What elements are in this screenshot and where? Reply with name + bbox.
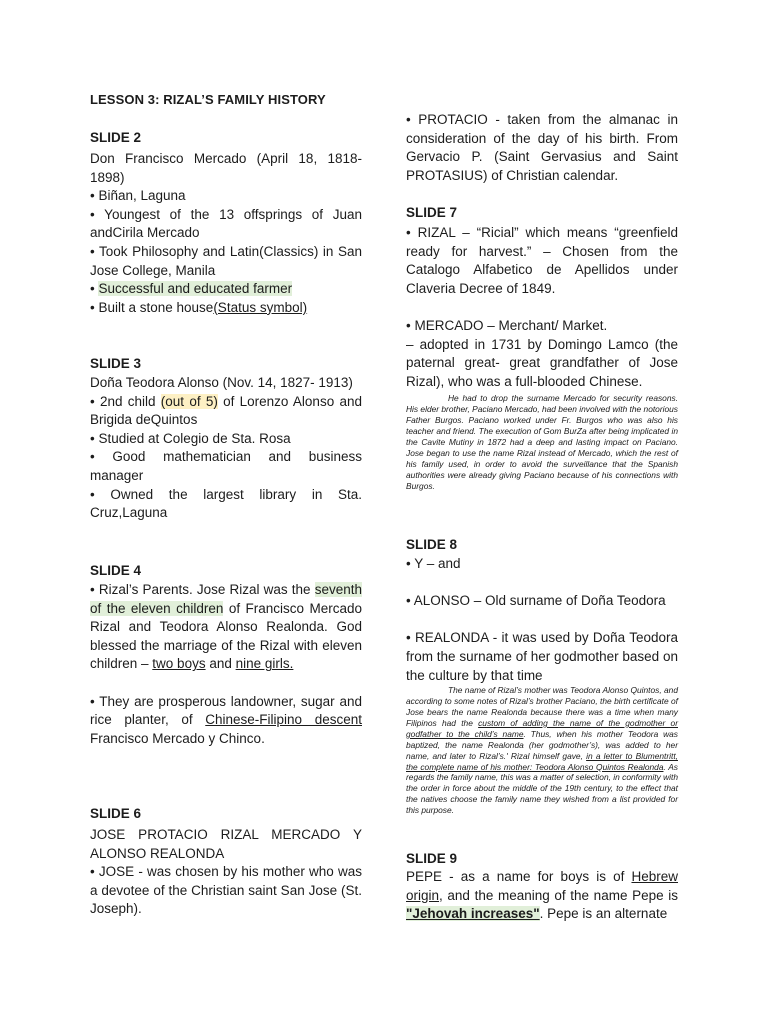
slide-2-bullet <box>90 280 362 299</box>
slide-2-bullet: • Biñan, Laguna <box>90 188 186 204</box>
slide-3-bullet <box>90 393 362 430</box>
underlined-text: Hebrew origin <box>406 869 678 903</box>
slide-8-heading: SLIDE 8 <box>406 537 458 552</box>
slide-2-line: Don Francisco Mercado (April 18, 1818-1898) <box>90 151 362 185</box>
slide-2-bullet: • Youngest of the 13 offsprings of Juan andCirila Mercado <box>90 206 362 241</box>
bullet-text: of Lorenzo Alonso and Brigida deQuintos <box>90 393 362 428</box>
slide-7-content <box>406 224 678 492</box>
bullet-text: • 2nd child <box>90 393 161 409</box>
bullet-text: • Built a stone house <box>90 299 214 315</box>
slide-6-heading: SLIDE 6 <box>90 806 142 821</box>
slide-8-content <box>406 555 678 816</box>
note-text: The name of Rizal’s mother was Teodora Alonso Quintos, and according to some notes of Rizal’s brother Paciano, the birth certificate of Jose bears the name Realonda because there was a time when many Filipinos had the <box>406 685 678 728</box>
bullet-prefix: • <box>90 281 99 297</box>
paragraph-text: , and the meaning of the name Pepe is <box>439 887 678 903</box>
yellow-highlight: (out of 5) <box>160 393 218 409</box>
mercado-bullet: • MERCADO – Merchant/ Market. <box>406 317 608 333</box>
slide-7-heading: SLIDE 7 <box>406 205 458 220</box>
paragraph-text: Francisco Mercado y Chinco. <box>90 730 265 746</box>
slide-6-bullet: • JOSE - was chosen by his mother who was a devotee of the Christian saint San Jose (St. Joseph). <box>90 864 362 917</box>
paragraph-text: of Francisco Mercado Rizal and Teodora Alonso Realonda. God blessed the marriage of the Rizal with eleven children – <box>90 600 362 672</box>
green-highlight: Successful and educated farmer <box>98 281 293 297</box>
slide-3-bullet: • Good mathematician and business manager <box>90 449 362 483</box>
slide-9-content <box>406 868 678 924</box>
note-text: . Thus, when his mother Teodora was baptized, the name Realonda (her godmother’s), was added to her name, and later to Rizal’s.' Rizal himself gave, <box>406 728 678 761</box>
paragraph-text: PEPE - as a name for boys is of <box>406 869 632 884</box>
slide-2-heading: SLIDE 2 <box>90 130 142 145</box>
green-highlight: seventh of the eleven children <box>90 582 362 616</box>
slide-3-content <box>90 374 362 523</box>
alonso-bullet: • ALONSO – Old surname of Doña Teodora <box>406 593 666 609</box>
paragraph-text: and <box>205 656 236 672</box>
protacio-block <box>406 111 678 185</box>
underlined-text: nine girls. <box>235 656 294 672</box>
paragraph-text: • They are prosperous landowner, sugar and rice planter, of <box>90 693 362 728</box>
slide-4-paragraph <box>90 693 362 749</box>
mercado-detail: – adopted in 1731 by Domingo Lamco (the paternal great- great grandfather of Jose Rizal), who was a full-blooded Chinese. <box>406 336 678 389</box>
slide-6-line: JOSE PROTACIO RIZAL MERCADO Y ALONSO REALONDA <box>90 827 362 861</box>
slide-6-content <box>90 826 362 919</box>
slide-9-heading: SLIDE 9 <box>406 851 458 866</box>
slide-8-note <box>406 685 678 816</box>
underlined-text: two boys <box>152 656 206 672</box>
slide-3-bullet: • Studied at Colegio de Sta. Rosa <box>90 430 291 446</box>
note-text: . As regards the family name, this was a matter of selection, in conformity with the order in force about the middle of the 19th century, to the effect that the natives choose the family name they wished from a list provided for this purpose. <box>406 761 678 816</box>
lesson-title: LESSON 3: RIZAL’S FAMILY HISTORY <box>90 92 326 107</box>
slide-4-heading: SLIDE 4 <box>90 563 142 578</box>
slide-3-bullet: • Owned the largest library in Sta. Cruz,Laguna <box>90 486 362 521</box>
note-text: He had to drop the surname Mercado for security reasons. His elder brother, Paciano Mercado, had been involved with the notorious Father Burgos. Paciano worked under Fr. Burgos who was also his teacher and friend. The execution of Gom BurZa after being implicated in the Cavite Mutiny in 1872 had a deep and lasting impact on Paciano. Jose began to use the name Rizal instead of Mercado, which the rest of his family used, in order to avoid the surveillance that the Spanish authorities were already giving Paciano because of his connections with Burgos. <box>406 393 678 491</box>
realonda-bullet: • REALONDA - it was used by Doña Teodora from the surname of her godmother based on the culture by that time <box>406 630 678 683</box>
slide-2-bullet <box>90 299 362 318</box>
slide-4-paragraph <box>90 581 362 674</box>
underlined-text: in a letter to Blumentritt, the complete name of his mother: Teodora Alonso Quintos Realonda <box>406 750 678 772</box>
underlined-text: Chinese-Filipino descent <box>205 712 362 728</box>
slide-7-note <box>406 393 678 491</box>
paragraph-text: . Pepe is an alternate <box>539 906 668 922</box>
underlined-text: (Status symbol) <box>213 299 308 315</box>
slide-3-line: Doña Teodora Alonso (Nov. 14, 1827- 1913) <box>90 375 353 390</box>
slide-2-bullet: • Took Philosophy and Latin(Classics) in San Jose College, Manila <box>90 243 362 278</box>
underlined-text: custom of adding the name of the godmother or godfather to the child’s name <box>406 717 678 739</box>
rizal-bullet: • RIZAL – “Ricial” which means “greenfield ready for harvest.” – Chosen from the Catalogo Alfabetico de Apellidos under Claveria Decree of 1849. <box>406 225 678 296</box>
slide-4-content <box>90 581 362 748</box>
pepe-paragraph <box>406 868 678 924</box>
protacio-bullet: • PROTACIO - taken from the almanac in consideration of the day of his birth. From Gervacio P. (Saint Gervasius and Saint PROTASIUS) of Christian calendar. <box>406 112 678 183</box>
bold-highlight: "Jehovah increases" <box>406 906 540 922</box>
slide-3-heading: SLIDE 3 <box>90 356 142 371</box>
y-bullet: • Y – and <box>406 556 461 571</box>
paragraph-text: • Rizal’s Parents. Jose Rizal was the <box>90 582 315 597</box>
slide-2-content <box>90 150 362 317</box>
